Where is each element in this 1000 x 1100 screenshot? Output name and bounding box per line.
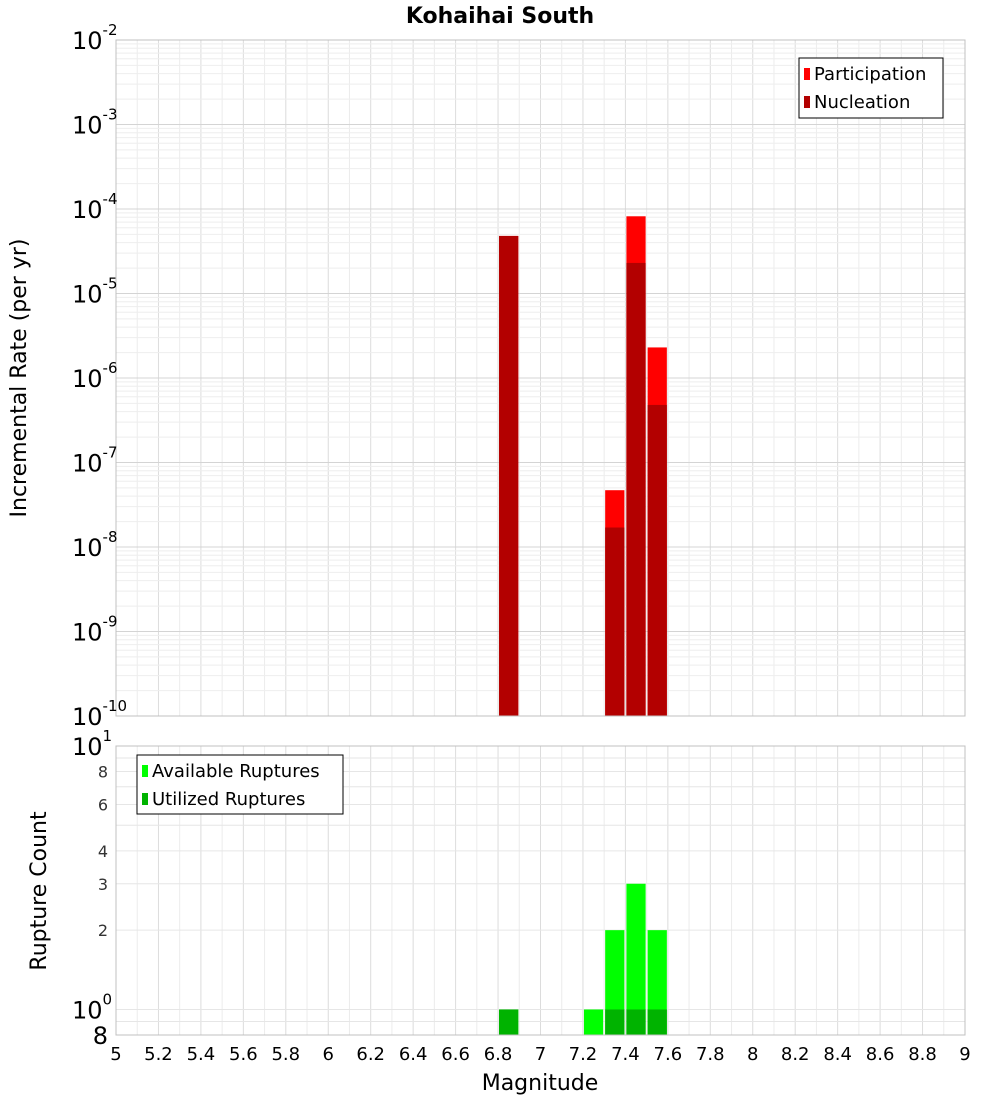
x-tick-label: 5.4	[186, 1044, 216, 1065]
bottom-legend	[137, 755, 343, 814]
bottom-legend-label: Utilized Ruptures	[152, 789, 306, 810]
top-gridlines	[116, 40, 965, 716]
x-tick-label: 5.6	[229, 1044, 258, 1065]
bottom-bar-series-0	[584, 1009, 603, 1035]
top-bar-series-1	[648, 405, 667, 716]
x-tick-label: 6.6	[441, 1044, 470, 1065]
bottom-y-minor-tick-label: 6	[97, 795, 108, 815]
top-y-tick-label: 10-9	[72, 612, 118, 647]
x-tick-label: 5	[110, 1044, 122, 1065]
bottom-legend-label: Available Ruptures	[152, 761, 320, 782]
top-y-tick-label: 10-3	[72, 105, 118, 140]
top-y-tick-label: 10-5	[72, 274, 118, 309]
top-legend-swatch	[804, 96, 810, 108]
x-tick-label: 7.8	[695, 1044, 725, 1065]
x-tick-label: 8.4	[823, 1044, 852, 1065]
top-y-tick-labels	[72, 21, 127, 731]
bottom-y-minor-tick-label: 8	[92, 1022, 108, 1050]
bottom-bar-series-1	[499, 1009, 518, 1035]
x-tick-label: 6.8	[483, 1044, 513, 1065]
top-y-tick-label: 10-2	[72, 21, 118, 55]
bottom-bar-series-1	[605, 1009, 624, 1035]
top-y-tick-label: 10-4	[72, 190, 118, 224]
x-tick-label: 8.8	[908, 1044, 937, 1065]
bottom-y-major-tick-label: 100	[72, 990, 113, 1025]
x-tick-label: 7.2	[568, 1044, 598, 1065]
x-tick-label: 6.4	[398, 1044, 428, 1065]
bottom-y-minor-tick-label: 3	[97, 874, 108, 894]
chart-title: Kohaihai South	[405, 4, 595, 29]
bottom-y-tick-labels	[72, 727, 112, 1050]
top-y-axis-label: Incremental Rate (per yr)	[7, 238, 32, 518]
top-legend-swatch	[804, 68, 810, 80]
x-tick-label: 7.6	[653, 1044, 683, 1065]
x-axis-label: Magnitude	[481, 1071, 599, 1096]
x-tick-label: 6	[322, 1044, 334, 1065]
top-y-tick-label: 10-7	[72, 443, 118, 478]
top-legend-label: Nucleation	[814, 92, 911, 113]
top-legend	[799, 58, 943, 118]
x-tick-label: 5.2	[144, 1044, 173, 1065]
top-bar-series-1	[605, 528, 624, 716]
top-y-tick-label: 10-6	[72, 359, 118, 393]
x-tick-label: 8	[747, 1044, 759, 1065]
top-bar-series-1	[499, 236, 518, 716]
x-tick-label: 8.6	[865, 1044, 895, 1065]
top-legend-label: Participation	[814, 64, 927, 85]
x-tick-label: 6.2	[356, 1044, 386, 1065]
bottom-y-minor-tick-label: 2	[97, 921, 108, 941]
top-y-tick-label: 10-8	[72, 528, 118, 562]
top-bar-series-1	[626, 263, 645, 716]
x-tick-label: 7	[534, 1044, 547, 1065]
x-tick-labels	[110, 1044, 970, 1065]
bottom-y-minor-tick-label: 8	[97, 762, 108, 782]
bottom-legend-swatch	[142, 793, 148, 805]
x-tick-label: 5.8	[271, 1044, 301, 1065]
bottom-y-major-tick-label: 101	[72, 727, 113, 761]
bottom-y-axis-label: Rupture Count	[27, 811, 52, 971]
bottom-legend-swatch	[142, 765, 148, 777]
bottom-y-minor-tick-label: 4	[97, 841, 108, 861]
x-tick-label: 8.2	[780, 1044, 810, 1065]
x-tick-label: 9	[959, 1044, 971, 1065]
bottom-bar-series-1	[648, 1009, 667, 1035]
bottom-bar-series-1	[626, 1009, 645, 1035]
x-tick-label: 7.4	[611, 1044, 640, 1065]
top-y-tick-label: 10-10	[72, 697, 128, 731]
